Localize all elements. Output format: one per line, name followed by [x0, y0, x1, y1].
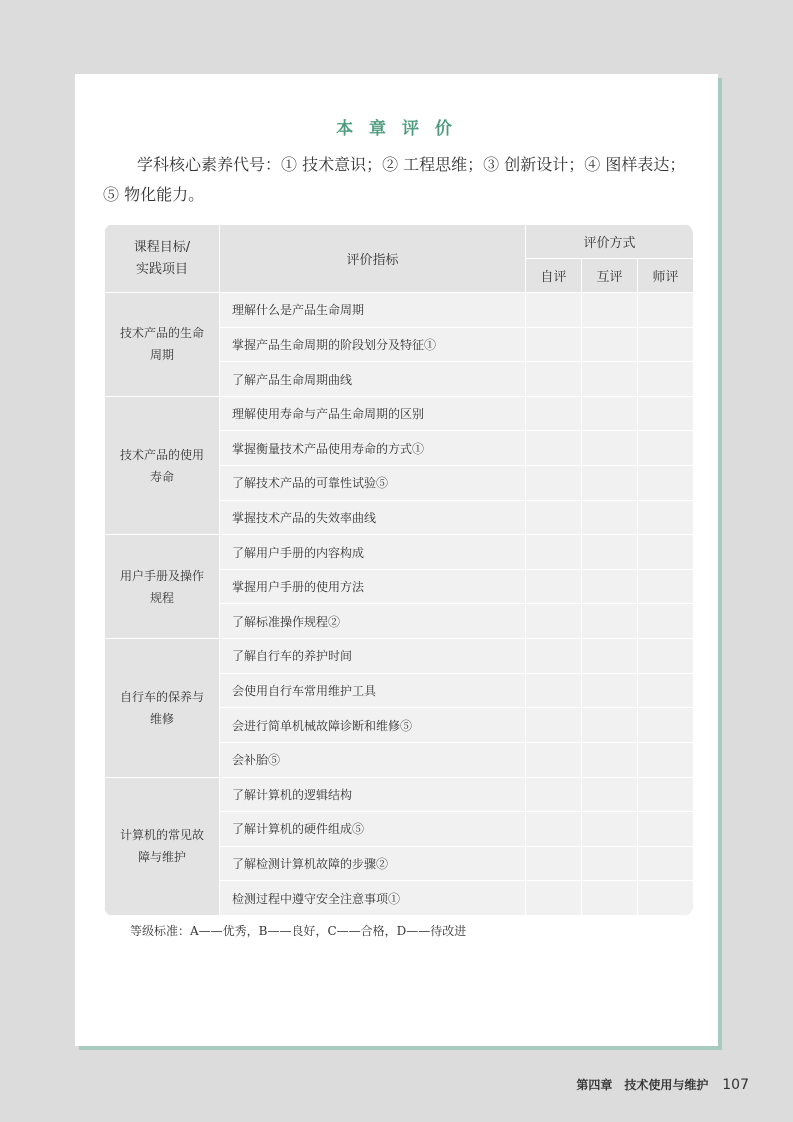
peer-eval-cell[interactable]	[582, 639, 638, 674]
peer-eval-cell[interactable]	[582, 881, 638, 916]
peer-eval-cell[interactable]	[582, 535, 638, 570]
goal-line: 寿命	[149, 469, 174, 484]
self-eval-cell[interactable]	[526, 742, 582, 777]
self-eval-cell[interactable]	[526, 362, 582, 397]
header-peer: 互评	[582, 259, 638, 293]
table-row	[105, 293, 694, 328]
self-eval-cell[interactable]	[526, 639, 582, 674]
goal-cell	[105, 396, 220, 534]
goal-line: 计算机的常见故	[119, 828, 204, 843]
teacher-eval-cell[interactable]	[638, 881, 694, 916]
header-teacher: 师评	[638, 259, 694, 293]
indicator-cell: 了解用户手册的内容构成	[220, 535, 526, 570]
goal-cell	[105, 535, 220, 639]
indicator-cell: 会进行简单机械故障诊断和维修⑤	[220, 708, 526, 743]
teacher-eval-cell[interactable]	[638, 396, 694, 431]
grade-note: 等级标准：A——优秀，B——良好，C——合格，D——待改进	[130, 924, 467, 938]
peer-eval-cell[interactable]	[582, 604, 638, 639]
goal-line: 周期	[149, 348, 174, 363]
teacher-eval-cell[interactable]	[638, 362, 694, 397]
self-eval-cell[interactable]	[526, 569, 582, 604]
page-footer	[576, 1076, 749, 1093]
indicator-cell: 理解使用寿命与产品生命周期的区别	[220, 396, 526, 431]
peer-eval-cell[interactable]	[582, 293, 638, 328]
indicator-cell: 了解产品生命周期曲线	[220, 362, 526, 397]
chapter-label: 第四章 技术使用与维护	[576, 1078, 709, 1092]
goal-line: 用户手册及操作	[119, 568, 204, 583]
page-title: 本 章 评 价	[336, 119, 457, 139]
teacher-eval-cell[interactable]	[638, 327, 694, 362]
indicator-cell: 掌握用户手册的使用方法	[220, 569, 526, 604]
peer-eval-cell[interactable]	[582, 742, 638, 777]
peer-eval-cell[interactable]	[582, 327, 638, 362]
teacher-eval-cell[interactable]	[638, 742, 694, 777]
peer-eval-cell[interactable]	[582, 431, 638, 466]
self-eval-cell[interactable]	[526, 812, 582, 847]
indicator-cell: 检测过程中遵守安全注意事项①	[220, 881, 526, 916]
table-row	[105, 777, 694, 812]
self-eval-cell[interactable]	[526, 846, 582, 881]
table-row	[105, 396, 694, 431]
indicator-cell: 了解技术产品的可靠性试验⑤	[220, 466, 526, 501]
goal-cell	[105, 293, 220, 397]
header-method: 评价方式	[526, 225, 694, 259]
peer-eval-cell[interactable]	[582, 708, 638, 743]
self-eval-cell[interactable]	[526, 293, 582, 328]
self-eval-cell[interactable]	[526, 673, 582, 708]
self-eval-cell[interactable]	[526, 466, 582, 501]
self-eval-cell[interactable]	[526, 327, 582, 362]
self-eval-cell[interactable]	[526, 881, 582, 916]
teacher-eval-cell[interactable]	[638, 777, 694, 812]
self-eval-cell[interactable]	[526, 431, 582, 466]
self-eval-cell[interactable]	[526, 535, 582, 570]
indicator-cell: 理解什么是产品生命周期	[220, 293, 526, 328]
table-row	[105, 535, 694, 570]
teacher-eval-cell[interactable]	[638, 293, 694, 328]
peer-eval-cell[interactable]	[582, 396, 638, 431]
header-self: 自评	[526, 259, 582, 293]
self-eval-cell[interactable]	[526, 708, 582, 743]
teacher-eval-cell[interactable]	[638, 812, 694, 847]
peer-eval-cell[interactable]	[582, 846, 638, 881]
goal-line: 技术产品的生命	[119, 326, 204, 341]
peer-eval-cell[interactable]	[582, 466, 638, 501]
teacher-eval-cell[interactable]	[638, 569, 694, 604]
peer-eval-cell[interactable]	[582, 777, 638, 812]
indicator-cell: 了解标准操作规程②	[220, 604, 526, 639]
peer-eval-cell[interactable]	[582, 500, 638, 535]
peer-eval-cell[interactable]	[582, 812, 638, 847]
indicator-cell: 了解计算机的逻辑结构	[220, 777, 526, 812]
self-eval-cell[interactable]	[526, 777, 582, 812]
indicator-cell: 了解自行车的养护时间	[220, 639, 526, 674]
goal-cell	[105, 639, 220, 777]
indicator-cell: 掌握技术产品的失效率曲线	[220, 500, 526, 535]
page-number: 107	[722, 1077, 749, 1093]
indicator-cell: 会使用自行车常用维护工具	[220, 673, 526, 708]
goal-line: 技术产品的使用	[119, 447, 204, 462]
goal-line: 自行车的保养与	[119, 689, 204, 704]
self-eval-cell[interactable]	[526, 604, 582, 639]
self-eval-cell[interactable]	[526, 500, 582, 535]
indicator-cell: 会补胎⑤	[220, 742, 526, 777]
teacher-eval-cell[interactable]	[638, 708, 694, 743]
peer-eval-cell[interactable]	[582, 569, 638, 604]
intro-text: 学科核心素养代号：① 技术意识；② 工程思维；③ 创新设计；④ 图样表达；⑤ 物化能力。	[103, 155, 686, 204]
teacher-eval-cell[interactable]	[638, 431, 694, 466]
goal-cell	[105, 777, 220, 915]
peer-eval-cell[interactable]	[582, 362, 638, 397]
indicator-cell: 了解计算机的硬件组成⑤	[220, 812, 526, 847]
peer-eval-cell[interactable]	[582, 673, 638, 708]
indicator-cell: 掌握产品生命周期的阶段划分及特征①	[220, 327, 526, 362]
header-indicator: 评价指标	[220, 225, 526, 293]
goal-line: 障与维护	[137, 850, 186, 865]
indicator-cell: 掌握衡量技术产品使用寿命的方式①	[220, 431, 526, 466]
indicator-cell: 了解检测计算机故障的步骤②	[220, 846, 526, 881]
teacher-eval-cell[interactable]	[638, 466, 694, 501]
teacher-eval-cell[interactable]	[638, 673, 694, 708]
evaluation-table	[104, 224, 693, 916]
teacher-eval-cell[interactable]	[638, 500, 694, 535]
self-eval-cell[interactable]	[526, 396, 582, 431]
goal-line: 维修	[149, 711, 174, 726]
teacher-eval-cell[interactable]	[638, 846, 694, 881]
teacher-eval-cell[interactable]	[638, 639, 694, 674]
goal-line: 规程	[149, 590, 174, 605]
header-goal: 课程目标/ 实践项目	[105, 225, 220, 293]
table-row	[105, 639, 694, 674]
page	[75, 74, 718, 1046]
teacher-eval-cell[interactable]	[638, 535, 694, 570]
teacher-eval-cell[interactable]	[638, 604, 694, 639]
